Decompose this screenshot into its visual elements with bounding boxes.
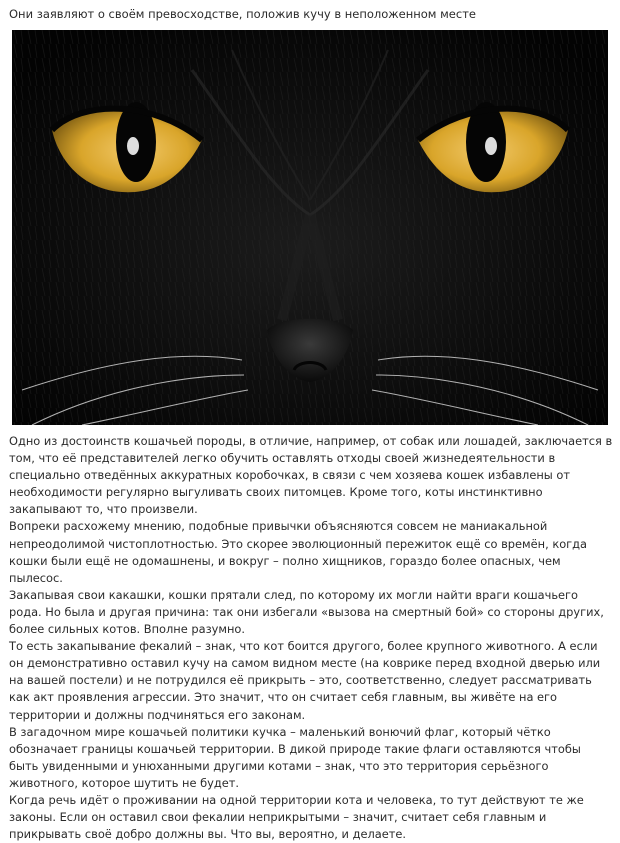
article-paragraph: Когда речь идёт о проживании на одной территории кота и человека, то тут действуют те же законы. Если он оставил свои фекалии неприкрытыми – значит, считает себя главным и прикрывать своё добро должны вы. Что вы, вероятно, и делаете.: [9, 792, 584, 842]
article-paragraph: Одно из достоинств кошачьей породы, в отличие, например, от собак или лошадей, заключается в том, что её представителей легко обучить оставлять отходы своей жизнедеятельности в специально отведённых аккуратных коробочках, в связи с чем хозяева кошек избавлены от необходимости регулярно выгуливать своих питомцев. Кроме того, коты инстинктивно закапывают то, что произвели.: [9, 434, 613, 517]
article-paragraph: То есть закапывание фекалий – знак, что кот боится другого, более крупного животного. А если он демонстративно оставил кучу на самом видном месте (на коврике перед входной дверью или на вашей постели) и не потрудился её прикрыть – это, соответственно, следует рассматривать как акт проявления агрессии. Это значит, что он считает себя главным, вы живёте на его территории и должны подчиняться его законам.: [9, 639, 601, 722]
black-cat-photo: [12, 30, 608, 425]
article-body: [9, 433, 613, 843]
article-paragraph: В загадочном мире кошачьей политики кучка – маленький вонючий флаг, который чётко обозначает границы кошачьей территории. В дикой природе такие флаги оставляются чтобы быть увиденными и унюханными другими котами – знак, что это территория серьёзного животного, которое шутить не будет.: [9, 724, 581, 790]
article-paragraph: Закапывая свои какашки, кошки прятали след, по которому их могли найти враги кошачьего рода. Но была и другая причина: так они избегали «вызова на смертный бой» со стороны других, более сильных котов. Вполне разумно.: [9, 587, 604, 637]
article-paragraph: Вопреки расхожему мнению, подобные привычки объясняются совсем не маниакальной непреодолимой чистоплотностью. Это скорее эволюционный пережиток ещё со времён, когда кошки были ещё не одомашнены, и вокруг – полно хищников, гораздо более опасных, чем пылесос.: [9, 519, 588, 585]
article-headline: Они заявляют о своём превосходстве, положив кучу в неположенном месте: [9, 7, 476, 21]
